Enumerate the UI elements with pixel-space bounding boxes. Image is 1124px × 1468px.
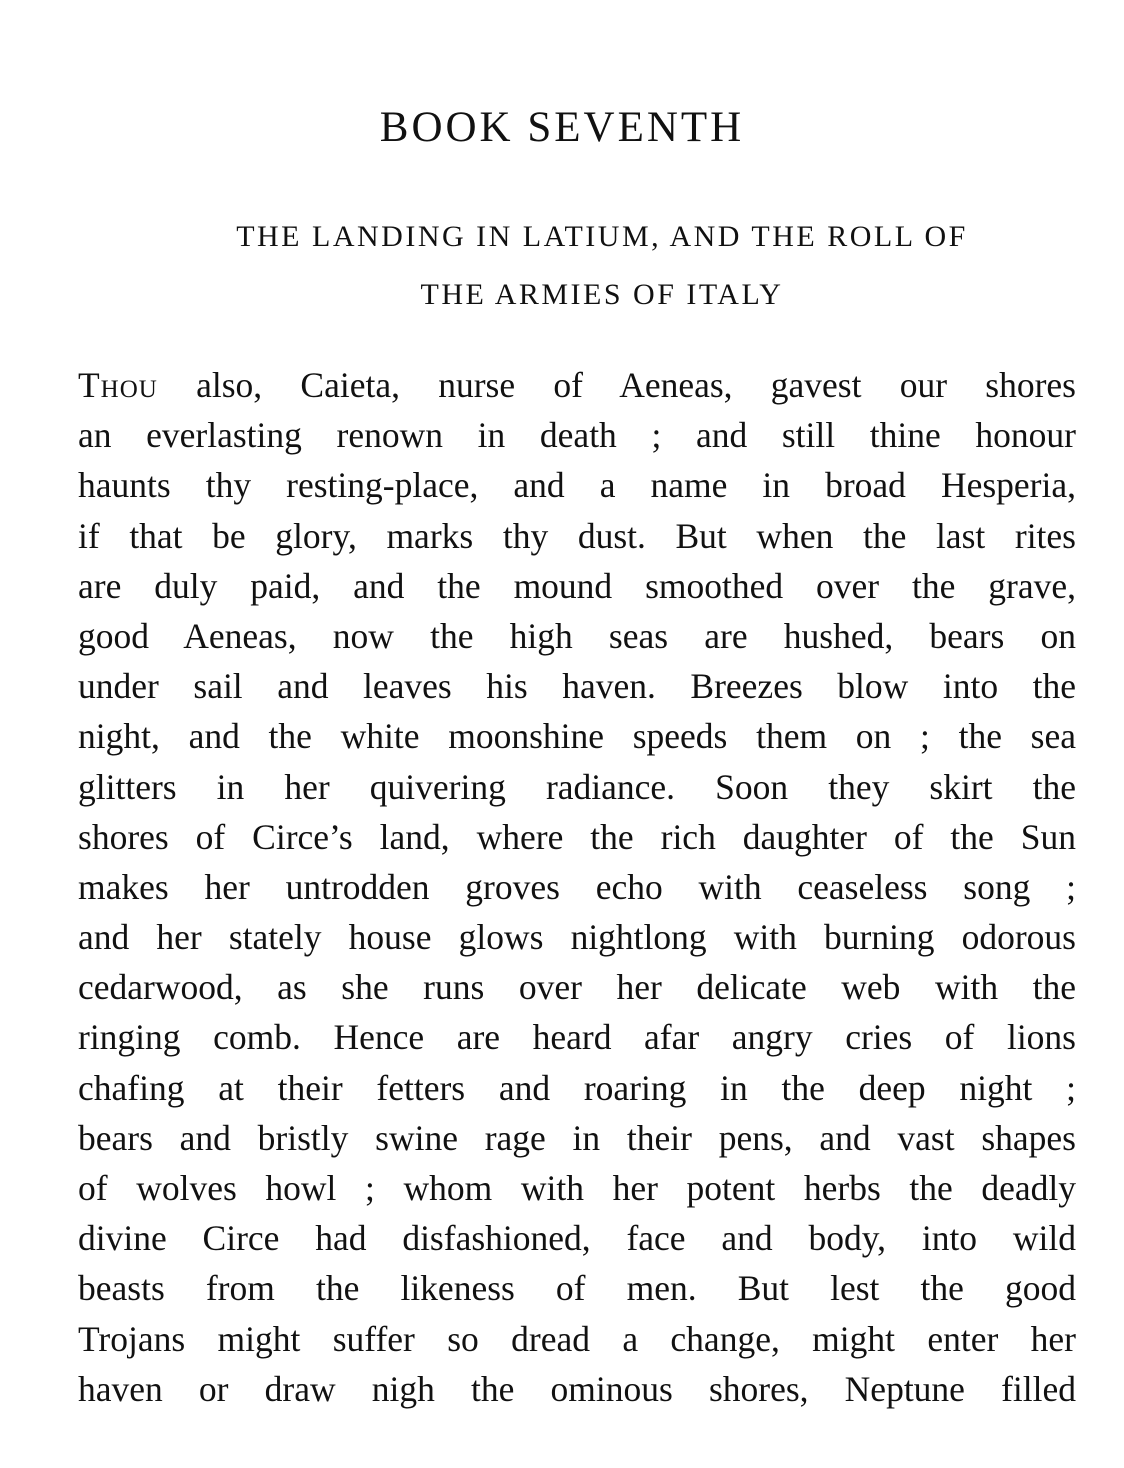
body-line: Trojans might suffer so dread a change, might enter her [78, 1318, 1076, 1359]
body-line: of wolves howl ; whom with her potent herbs the deadly [78, 1168, 1076, 1208]
body-line: are duly paid, and the mound smoothed over the grave, [78, 565, 1076, 606]
body-line: chafing at their fetters and roaring in the deep night ; [78, 1067, 1076, 1108]
body-line: shores of Circe’s land, where the rich daughter of the Sun [78, 816, 1076, 857]
body-line: beasts from the likeness of men. But lest the good [78, 1268, 1076, 1309]
body-line: ringing comb. Hence are heard afar angry cries of lions [78, 1017, 1076, 1058]
body-line: glitters in her quivering radiance. Soon they skirt the [78, 766, 1076, 807]
subtitle-line-1: THE LANDING IN LATIUM, AND THE ROLL OF [236, 220, 968, 253]
body-line: under sail and leaves his haven. Breezes blow into the [78, 666, 1076, 707]
body-line: haven or draw nigh the ominous shores, Neptune filled [78, 1368, 1076, 1409]
body-line: night, and the white moonshine speeds them on ; the sea [78, 716, 1076, 757]
body-line: good Aeneas, now the high seas are hushed, bears on [78, 615, 1076, 656]
body-line: divine Circe had disfashioned, face and body, into wild [78, 1218, 1076, 1259]
body-line: an everlasting renown in death ; and still thine honour [78, 415, 1076, 456]
body-line: cedarwood, as she runs over her delicate web with the [78, 967, 1076, 1008]
body-line: if that be glory, marks thy dust. But when the last rites [78, 515, 1076, 556]
body-line-1 [78, 360, 1076, 410]
body-line: haunts thy resting-place, and a name in broad Hesperia, [78, 465, 1076, 506]
book-title: BOOK SEVENTH [379, 104, 745, 151]
body-line: makes her untrodden groves echo with ceaseless song ; [78, 866, 1076, 907]
body-line: and her stately house glows nightlong with burning odorous [78, 917, 1076, 958]
opening-word: Thou [78, 365, 158, 405]
body-line-1-text: also, Caieta, nurse of Aeneas, gavest our shores [157, 365, 1076, 405]
subtitle-line-2: THE ARMIES OF ITALY [420, 278, 784, 311]
body-paragraph [78, 360, 1076, 1414]
body-line: bears and bristly swine rage in their pens, and vast shapes [78, 1117, 1076, 1158]
chapter-subtitle [80, 208, 1124, 324]
